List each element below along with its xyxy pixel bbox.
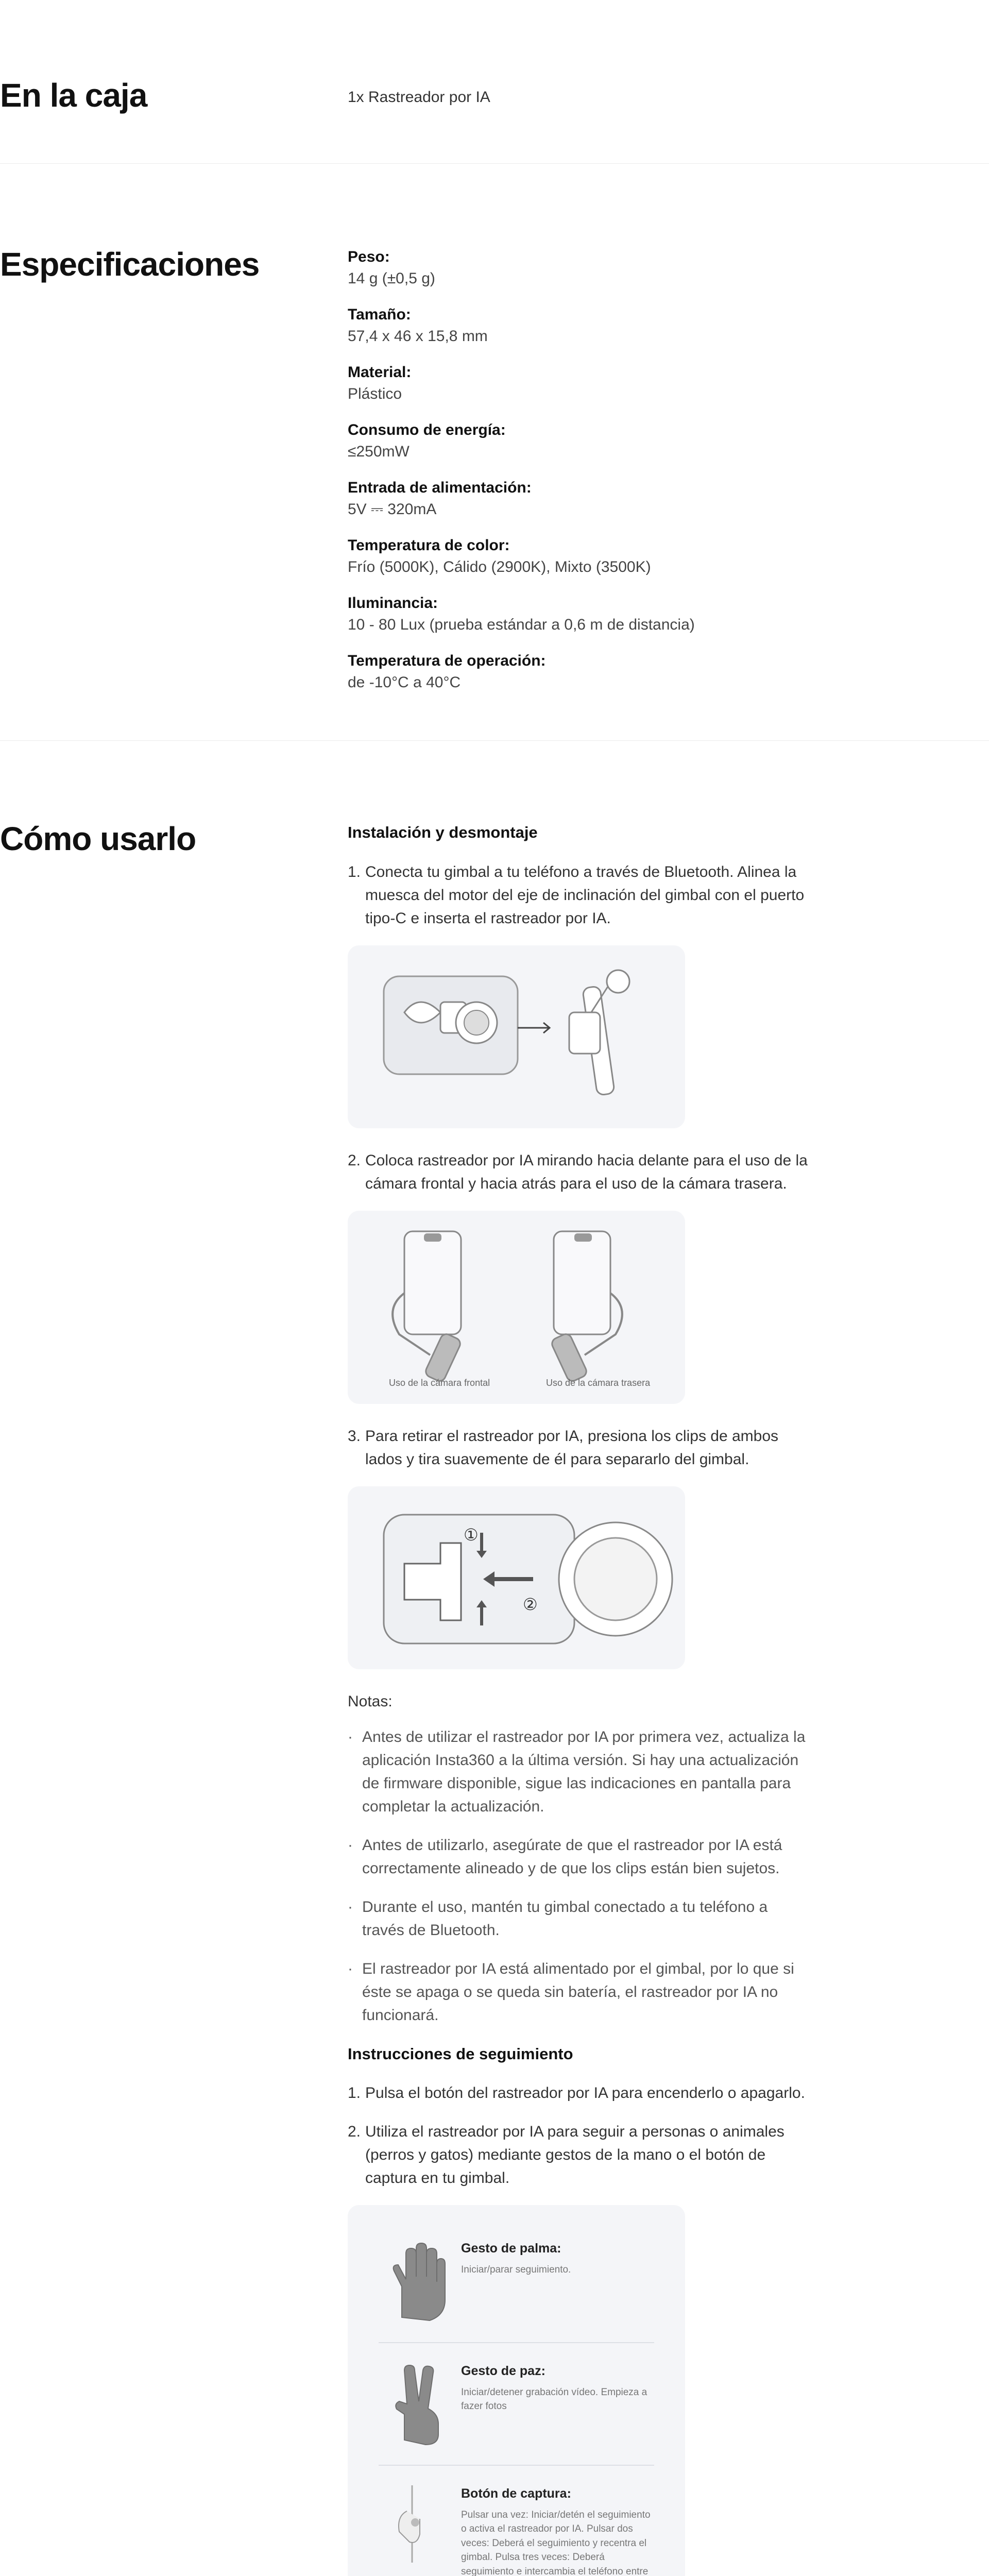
remove-tracker-illustration [348, 1486, 685, 1669]
gesture-title: Gesto de palma: [461, 2241, 561, 2256]
specs-title: Especificaciones [0, 246, 260, 283]
spec-value: 5V ⎓ 320mA [348, 501, 437, 518]
step-number: 1. [348, 2084, 361, 2102]
spec-label: Entrada de alimentación: [348, 479, 532, 496]
gesture-palm [379, 2221, 654, 2343]
gesture-desc: Iniciar/parar seguimiento. [461, 2264, 571, 2275]
step-text: Para retirar el rastreador por IA, presiona los clips de ambos lados y tira suavemente de él para separarlo del gimbal. [365, 1427, 779, 1468]
usage-title: Cómo usarlo [0, 820, 196, 857]
in-the-box-title: En la caja [0, 77, 147, 114]
gesture-peace [379, 2343, 654, 2466]
spec-label: Temperatura de color: [348, 537, 510, 554]
install-steps [348, 860, 811, 930]
tracking-steps [348, 2081, 811, 2190]
usage-section [0, 741, 989, 2576]
install-steps-cont2 [348, 1425, 811, 1471]
palm-gesture-icon [379, 2235, 456, 2328]
install-figure-2 [348, 1211, 685, 1404]
tracking-step [348, 2081, 811, 2105]
install-figure-3 [348, 1486, 685, 1669]
install-notes [348, 1725, 811, 2027]
step-text: Conecta tu gimbal a tu teléfono a través de Bluetooth. Alinea la muesca del motor del eje de inclinación del gimbal con el puerto tipo-C e inserta el rastreador por IA. [365, 863, 805, 927]
spec-value: Frío (5000K), Cálido (2900K), Mixto (3500K) [348, 558, 651, 575]
step-text: Pulsa el botón del rastreador por IA para encenderlo o apagarlo. [365, 2084, 805, 2102]
spec-value: 57,4 x 46 x 15,8 mm [348, 328, 488, 345]
spec-label: Temperatura de operación: [348, 652, 546, 669]
note-item: · El rastreador por IA está alimentado por el gimbal, por lo que si éste se apaga o se queda sin batería, el rastreador por IA no funcionará. [348, 1957, 811, 2027]
install-step [348, 860, 811, 930]
spec-value: 14 g (±0,5 g) [348, 270, 435, 287]
spec-value: de -10°C a 40°C [348, 674, 461, 691]
spec-item [348, 592, 811, 636]
tracking-heading: Instrucciones de seguimiento [348, 2044, 573, 2063]
in-the-box-content [348, 77, 811, 106]
tracking-step [348, 2120, 811, 2190]
spec-item [348, 650, 811, 693]
gesture-capture-button [379, 2466, 654, 2576]
install-figure-1 [348, 945, 685, 1128]
note-item: · Antes de utilizar el rastreador por IA por primera vez, actualiza la aplicación Insta360 a la última versión. Si hay una actualización de firmware disponible, sigue las indicaciones en pantalla para completar la actualización. [348, 1725, 811, 1818]
install-step [348, 1425, 811, 1471]
install-heading: Instalación y desmontaje [348, 823, 538, 841]
spec-label: Material: [348, 364, 412, 381]
step-text: Utiliza el rastreador por IA para seguir a personas o animales (perros y gatos) mediante gestos de la mano o el botón de captura en tu gimbal. [365, 2123, 785, 2187]
spec-item [348, 246, 811, 290]
rear-camera-illustration [546, 1231, 651, 1388]
spec-value: ≤250mW [348, 443, 410, 460]
step-label-1: ① [464, 1524, 479, 1545]
spec-item [348, 304, 811, 347]
note-text: El rastreador por IA está alimentado por el gimbal, por lo que si éste se apaga o se queda sin batería, el rastreador por IA no funcionará. [362, 1960, 794, 2024]
gesture-desc: Iniciar/detener grabación vídeo. Empieza a fazer fotos [461, 2386, 647, 2412]
step-number: 1. [348, 863, 361, 880]
spec-item [348, 419, 811, 463]
step-number: 3. [348, 1427, 361, 1445]
install-notes-label: Notas: [348, 1692, 393, 1710]
in-the-box-section [0, 0, 989, 164]
spec-label: Peso: [348, 248, 390, 265]
usage-content [348, 821, 811, 2576]
note-text: Antes de utilizarlo, asegúrate de que el rastreador por IA está correctamente alineado y de que los clips están bien sujetos. [362, 1836, 782, 1877]
spec-item [348, 477, 811, 520]
step-text: Coloca rastreador por IA mirando hacia delante para el uso de la cámara frontal y hacia atrás para el uso de la cámara trasera. [365, 1151, 808, 1192]
rear-camera-caption: Uso de la cámara trasera [546, 1377, 651, 1388]
note-item: · Durante el uso, mantén tu gimbal conectado a tu teléfono a través de Bluetooth. [348, 1895, 811, 1942]
install-step [348, 1149, 811, 1195]
capture-button-icon [379, 2480, 456, 2573]
spec-label: Consumo de energía: [348, 421, 506, 438]
note-text: Antes de utilizar el rastreador por IA por primera vez, actualiza la aplicación Insta360 a la última versión. Si hay una actualización de firmware disponible, sigue las indicaciones en pantalla para completar la actualización. [362, 1728, 806, 1815]
note-item: · Antes de utilizarlo, asegúrate de que el rastreador por IA está correctamente alineado y de que los clips están bien sujetos. [348, 1834, 811, 1880]
front-camera-caption: Uso de la cámara frontal [389, 1377, 490, 1388]
spec-label: Tamaño: [348, 306, 411, 323]
specs-section [0, 164, 989, 741]
gesture-title: Botón de captura: [461, 2486, 571, 2501]
install-steps-cont [348, 1149, 811, 1195]
step-number: 2. [348, 2123, 361, 2140]
camera-orientation-illustration [348, 1211, 685, 1404]
spec-item [348, 535, 811, 578]
front-camera-illustration [389, 1231, 490, 1388]
spec-item [348, 362, 811, 405]
peace-gesture-icon [379, 2358, 456, 2450]
spec-value: Plástico [348, 385, 402, 402]
step-number: 2. [348, 1151, 361, 1169]
gimbal-insert-illustration [348, 945, 685, 1128]
gesture-panel [348, 2205, 685, 2576]
gesture-desc: Pulsar una vez: Iniciar/detén el seguimiento o activa el rastreador por IA. Pulsar dos veces: Deberá el seguimiento y recentra el gimbal. Pulsa tres veces: Deberá seguimiento e intercambia el teléfono entre [461, 2509, 651, 2576]
note-text: Durante el uso, mantén tu gimbal conectado a tu teléfono a través de Bluetooth. [362, 1898, 768, 1939]
spec-label: Iluminancia: [348, 595, 438, 612]
step-label-2: ② [523, 1594, 538, 1614]
gesture-title: Gesto de paz: [461, 2364, 545, 2378]
spec-value: 10 - 80 Lux (prueba estándar a 0,6 m de distancia) [348, 616, 695, 633]
specs-list [348, 246, 811, 691]
in-the-box-item: 1x Rastreador por IA [348, 89, 490, 106]
